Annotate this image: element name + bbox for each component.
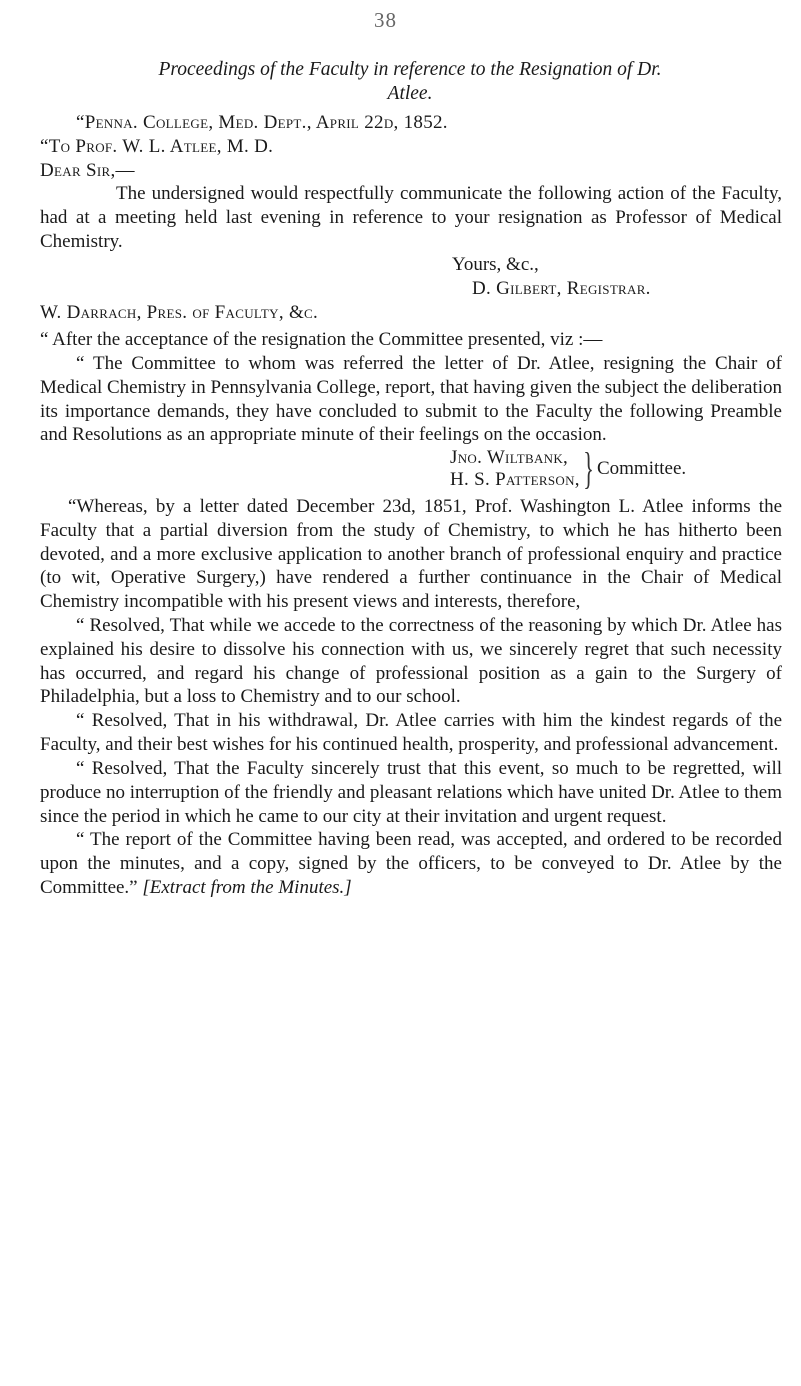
- final-paragraph: [40, 828, 782, 899]
- letter-cc: W. Darrach, Pres. of Faculty, &c.: [40, 301, 319, 323]
- committee-label: Committee.: [596, 458, 687, 479]
- final-text: “ The report of the Committee having been read, was accepted, and ordered to be recorded upon the minutes, and a copy, signed by the officers, to be conveyed to Dr. Atlee by the Committee.”: [40, 829, 782, 898]
- page-number: 38: [374, 8, 397, 32]
- resolution-3-block: [40, 757, 782, 828]
- after-acceptance: “ After the acceptance of the resignation the Committee presented, viz :—: [40, 329, 603, 350]
- letter-header: [40, 111, 782, 182]
- letter-signoff: [40, 253, 782, 324]
- resolution-2: “ Resolved, That in his withdrawal, Dr. Atlee carries with him the kindest regards of the Faculty, and their best wishes for his continued health, prosperity, and professional advancement.: [40, 710, 782, 755]
- letter-address: “To Prof. W. L. Atlee, M. D.: [40, 135, 274, 157]
- letter-closing: Yours, &c.,: [452, 254, 539, 275]
- resolution-1: “ Resolved, That while we accede to the correctness of the reasoning by which Dr. Atlee has explained his desire to dissolve his connection with us, we sincerely regret that such necessity has occurred, and regard his change of professional position as a gain to the Surgery of Philadelphia, but a loss to Chemistry and to our school.: [40, 615, 782, 708]
- committee-member-1: Jno. Wiltbank,: [450, 447, 569, 468]
- resolution-3: “ Resolved, That the Faculty sincerely trust that this event, so much to be regretted, will produce no interruption of the friendly and pleasant relations which have united Dr. Atlee to them since the period in which he came to our city at their invitation and urgent request.: [40, 758, 782, 827]
- final-block: [40, 828, 782, 899]
- committee-names: [450, 447, 580, 491]
- committee-report-block: [40, 352, 782, 447]
- letter-salutation: Dear Sir,—: [40, 159, 135, 181]
- after-acceptance-block: [40, 328, 782, 352]
- committee-member-2: H. S. Patterson,: [450, 469, 580, 490]
- whereas-block: [40, 495, 782, 614]
- letter-signature: D. Gilbert, Registrar.: [472, 277, 651, 299]
- page-title: [40, 58, 780, 106]
- committee-report: “ The Committee to whom was referred the letter of Dr. Atlee, resigning the Chair of Medical Chemistry in Pennsylvania College, report, that having given the subject the deliberation its importance demands, they have concluded to submit to the Faculty the following Preamble and Resolutions as an appropriate minute of their feelings on the occasion.: [40, 353, 782, 446]
- brace-symbol: }: [583, 444, 594, 493]
- whereas-clause: “Whereas, by a letter dated December 23d, 1851, Prof. Washington L. Atlee informs the Faculty that a partial diversion from the study of Chemistry, to which he has hitherto been devoted, and a more exclusive application to another branch of professional enquiry and practice (to wit, Operative Surgery,) have rendered a further continuance in the Chair of Medical Chemistry incompatible with his present views and interests, therefore,: [40, 496, 782, 613]
- letter-body-block: [40, 182, 782, 253]
- committee-signers: [450, 444, 687, 493]
- letter-heading: “Penna. College, Med. Dept., April 22d, 1852.: [76, 112, 448, 133]
- title-line-1: Proceedings of the Faculty in reference to the Resignation of Dr.: [158, 59, 662, 80]
- resolution-1-block: [40, 614, 782, 709]
- title-line-2: Atlee.: [387, 83, 433, 104]
- letter-body: The undersigned would respectfully communicate the following action of the Faculty, had at a meeting held last evening in reference to your resignation as Professor of Medical Chemistry.: [40, 183, 782, 252]
- resolution-2-block: [40, 709, 782, 757]
- extract-note: [Extract from the Minutes.]: [142, 876, 352, 898]
